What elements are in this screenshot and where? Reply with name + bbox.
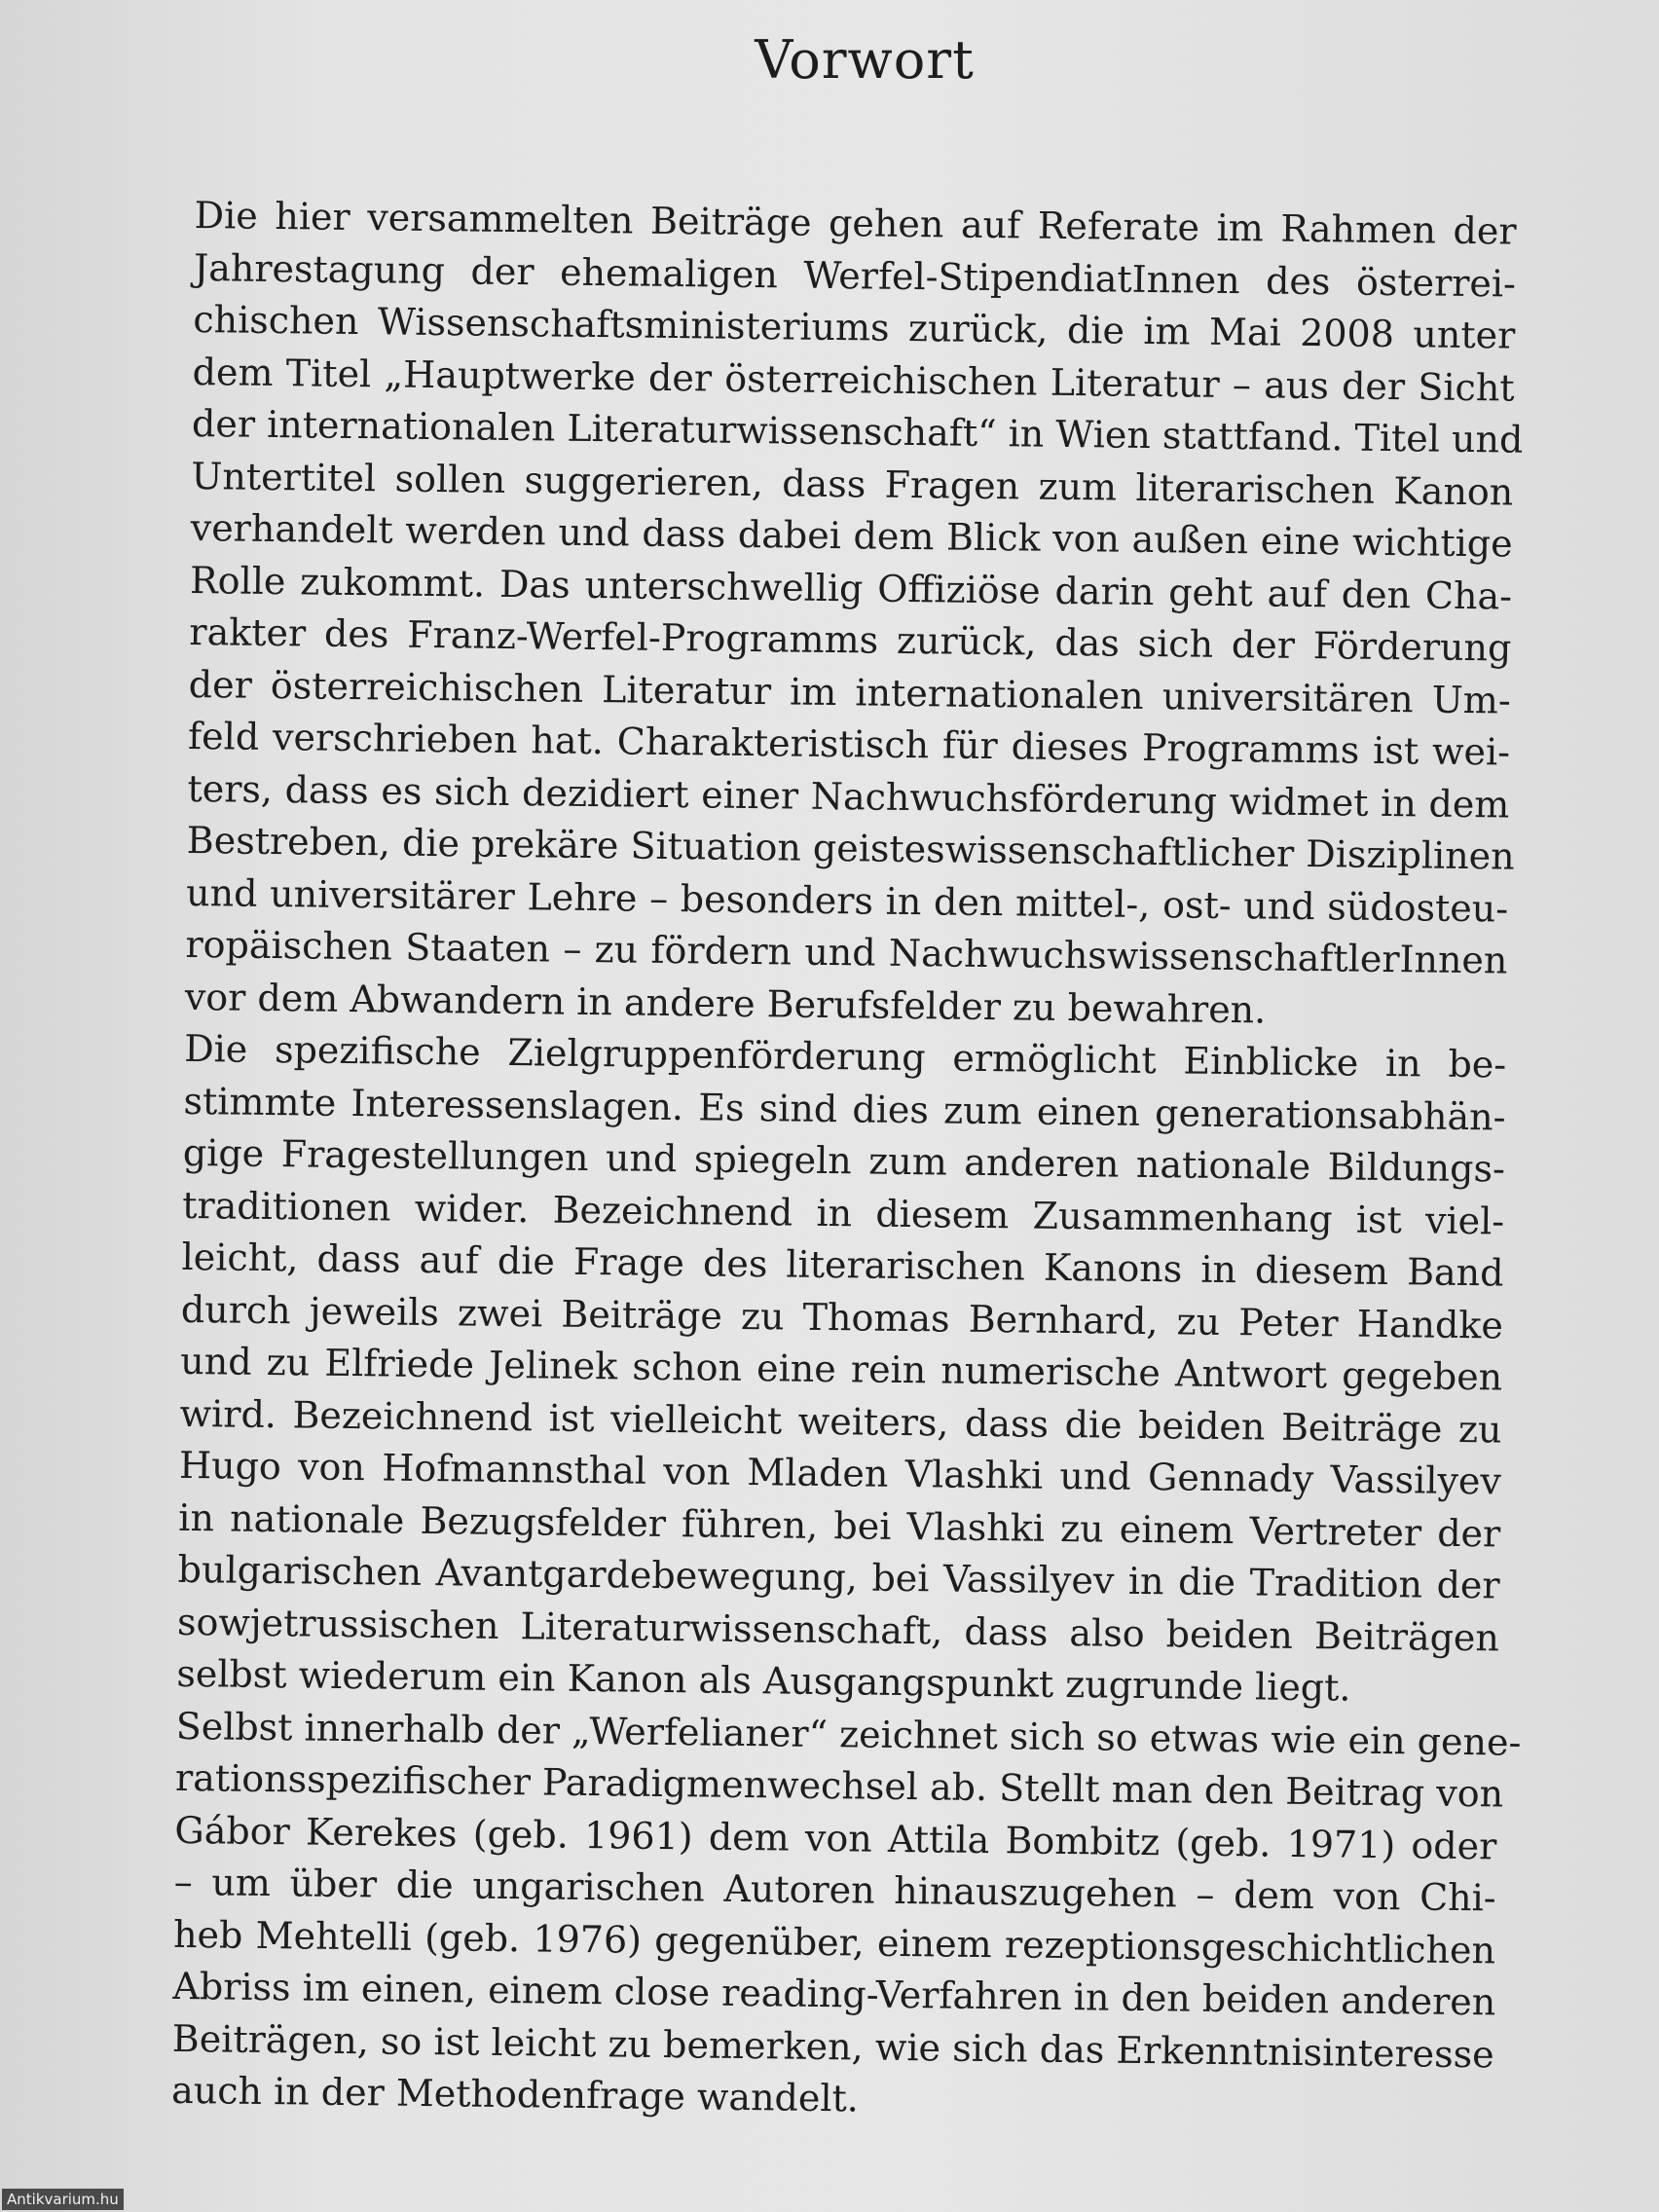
text-line: und zu Elfriede Jelinek schon eine rein numerische Antwort gegeben xyxy=(180,1339,1503,1399)
text-line: Gábor Kerekes (geb. 1961) dem von Attila Bombitz (geb. 1971) oder xyxy=(174,1808,1497,1867)
text-line: Untertitel sollen suggerieren, dass Fragen zum literarischen Kanon xyxy=(191,454,1514,514)
text-line: der österreichischen Literatur im internationalen universitären Um- xyxy=(188,662,1511,722)
text-line: leicht, dass auf die Frage des literarischen Kanons in diesem Band xyxy=(181,1235,1504,1295)
text-line: feld verschrieben hat. Charakteristisch für dieses Programms ist wei- xyxy=(187,714,1511,774)
text-line: Beiträgen, so ist leicht zu bemerken, wie sich das Erkenntnisinteresse xyxy=(171,2016,1494,2076)
text-line: stimmte Interessenslagen. Es sind dies zum einen generationsabhän- xyxy=(183,1079,1506,1139)
text-line: gige Fragestellungen und spiegeln zum anderen nationale Bildungs- xyxy=(182,1130,1506,1191)
text-line: rakter des Franz-Werfel-Programms zurück, das sich der Förderung xyxy=(189,609,1512,670)
body-text xyxy=(170,190,1524,2133)
text-line: dem Titel „Hauptwerke der österreichischen Literatur – aus der Sicht xyxy=(192,350,1515,410)
text-line: Die hier versammelten Beiträge gehen auf Referate im Rahmen der xyxy=(194,193,1517,253)
text-line: verhandelt werden und dass dabei dem Blick von außen eine wichtige xyxy=(190,505,1513,566)
text-line: selbst wiederum ein Kanon als Ausgangspunkt zugrunde liegt. xyxy=(176,1651,1351,1710)
text-line: – um über die ungarischen Autoren hinauszugehen – dem von Chi- xyxy=(173,1860,1496,1920)
text-line: auch in der Methodenfrage wandelt. xyxy=(170,2068,860,2120)
text-line: Hugo von Hofmannsthal von Mladen Vlashki und Gennady Vassilyev xyxy=(178,1443,1502,1503)
text-line: heb Mehtelli (geb. 1976) gegenüber, einem rezeptionsgeschichtlichen xyxy=(172,1912,1496,1972)
paragraph-2 xyxy=(176,1023,1506,1716)
text-line: der internationalen Literaturwissenschaft“ in Wien stattfand. Titel und xyxy=(191,401,1524,461)
text-line: wird. Bezeichnend ist vielleicht weiters, dass die beiden Beiträge zu xyxy=(179,1391,1502,1451)
text-line: ters, dass es sich dezidiert einer Nachwuchsförderung widmet in dem xyxy=(187,766,1510,827)
watermark-label: Antikvarium.hu xyxy=(2,2189,124,2210)
text-line: rationsspezifischer Paradigmenwechsel ab. Stellt man den Beitrag von xyxy=(174,1755,1504,1816)
text-line: Rolle zukommt. Das unterschwellig Offiziöse darin geht auf den Cha- xyxy=(189,558,1513,618)
text-line: Jahrestagung der ehemaligen Werfel-StipendiatInnen des österrei- xyxy=(193,245,1517,306)
text-line: bulgarischen Avantgardebewegung, bei Vassilyev in die Tradition der xyxy=(177,1547,1500,1607)
text-line: sowjetrussischen Literaturwissenschaft, dass also beiden Beiträgen xyxy=(176,1600,1500,1659)
text-line: chischen Wissenschaftsministeriums zurück, die im Mai 2008 unter xyxy=(193,297,1516,357)
text-line: Abriss im einen, einem close reading-Verfahren in den beiden anderen xyxy=(172,1964,1496,2024)
text-line: durch jeweils zwei Beiträge zu Thomas Bernhard, zu Peter Handke xyxy=(180,1287,1504,1347)
text-line: in nationale Bezugsfelder führen, bei Vlashki zu einem Vertreter der xyxy=(178,1495,1501,1555)
text-line: und universitärer Lehre – besonders in den mittel-, ost- und südosteu- xyxy=(185,870,1509,931)
text-line: traditionen wider. Bezeichnend in diesem Zusammenhang ist viel- xyxy=(181,1183,1505,1243)
text-line: ropäischen Staaten – zu fördern und NachwuchswissenschaftlerInnen xyxy=(185,922,1508,982)
page-title: Vorwort xyxy=(755,29,975,91)
text-line: vor dem Abwandern in andere Berufsfelder zu bewahren. xyxy=(184,975,1267,1032)
text-line: Selbst innerhalb der „Werfelianer“ zeichnet sich so etwas wie ein gene- xyxy=(175,1704,1522,1764)
paragraph-3 xyxy=(170,1700,1522,2133)
text-line: Die spezifische Zielgruppenförderung ermöglicht Einblicke in be- xyxy=(183,1026,1507,1087)
paragraph-1 xyxy=(184,190,1524,1040)
text-line: Bestreben, die prekäre Situation geisteswissenschaftlicher Disziplinen xyxy=(186,818,1515,878)
